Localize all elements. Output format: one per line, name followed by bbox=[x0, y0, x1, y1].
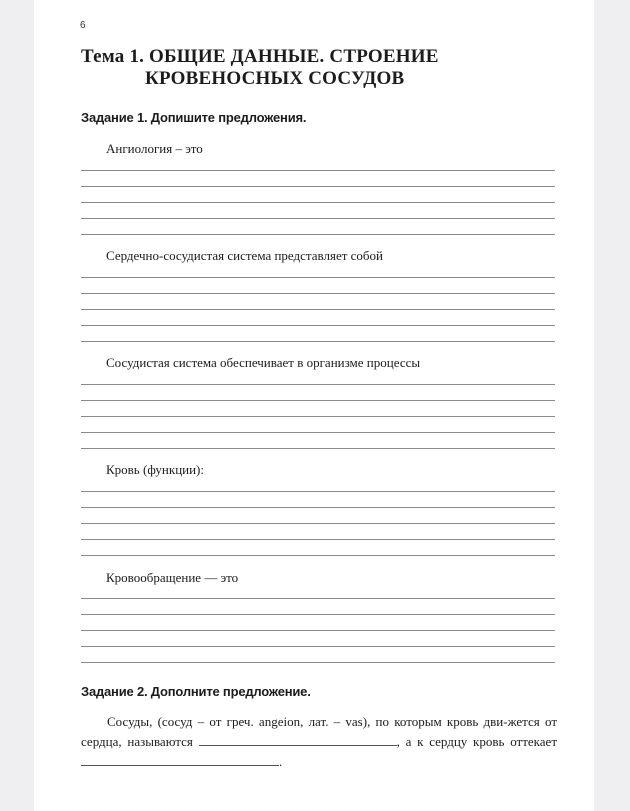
blank-arteries[interactable] bbox=[199, 733, 397, 746]
answer-line[interactable] bbox=[81, 491, 555, 492]
answer-line[interactable] bbox=[81, 523, 555, 524]
topic-title bbox=[81, 46, 439, 90]
task-1-heading: Задание 1. Допишите предложения. bbox=[81, 110, 307, 125]
task-2-sentence bbox=[81, 712, 557, 772]
answer-line[interactable] bbox=[81, 325, 555, 326]
answer-line[interactable] bbox=[81, 448, 555, 449]
answer-line[interactable] bbox=[81, 202, 555, 203]
sentence-part-2: , а к сердцу кровь оттекает bbox=[396, 734, 558, 749]
answer-line[interactable] bbox=[81, 293, 555, 294]
answer-line[interactable] bbox=[81, 630, 555, 631]
task-2-heading: Задание 2. Дополните предложение. bbox=[81, 684, 311, 699]
blank-veins[interactable] bbox=[81, 753, 279, 766]
answer-line[interactable] bbox=[81, 539, 555, 540]
answer-line[interactable] bbox=[81, 218, 555, 219]
prompt-angiology: Ангиология – это bbox=[106, 141, 203, 156]
answer-line[interactable] bbox=[81, 186, 555, 187]
page-number: 6 bbox=[80, 20, 86, 31]
answer-line[interactable] bbox=[81, 341, 555, 342]
sentence-part-1: Сосуды, (сосуд – от греч. angeion, лат. – vas), по которым кровь дви-жется от сердца, называются bbox=[81, 714, 557, 749]
answer-line[interactable] bbox=[81, 598, 555, 599]
answer-line[interactable] bbox=[81, 384, 555, 385]
answer-line[interactable] bbox=[81, 277, 555, 278]
prompt-vascular-system: Сосудистая система обеспечивает в организме процессы bbox=[106, 355, 421, 370]
answer-line[interactable] bbox=[81, 170, 555, 171]
prompt-cardiovascular-system: Сердечно-сосудистая система представляет собой bbox=[106, 248, 383, 263]
sentence-end: . bbox=[279, 754, 283, 769]
topic-title-line-1: Тема 1. ОБЩИЕ ДАННЫЕ. СТРОЕНИЕ bbox=[81, 46, 439, 67]
answer-line[interactable] bbox=[81, 662, 555, 663]
workbook-page bbox=[34, 0, 594, 811]
prompt-blood-circulation: Кровообращение — это bbox=[106, 570, 239, 585]
answer-line[interactable] bbox=[81, 400, 555, 401]
answer-line[interactable] bbox=[81, 432, 555, 433]
topic-title-line-2: КРОВЕНОСНЫХ СОСУДОВ bbox=[145, 68, 405, 89]
answer-line[interactable] bbox=[81, 416, 555, 417]
answer-line[interactable] bbox=[81, 507, 555, 508]
answer-line[interactable] bbox=[81, 234, 555, 235]
answer-line[interactable] bbox=[81, 614, 555, 615]
answer-line[interactable] bbox=[81, 646, 555, 647]
answer-line[interactable] bbox=[81, 555, 555, 556]
prompt-blood-functions: Кровь (функции): bbox=[106, 462, 205, 477]
answer-line[interactable] bbox=[81, 309, 555, 310]
